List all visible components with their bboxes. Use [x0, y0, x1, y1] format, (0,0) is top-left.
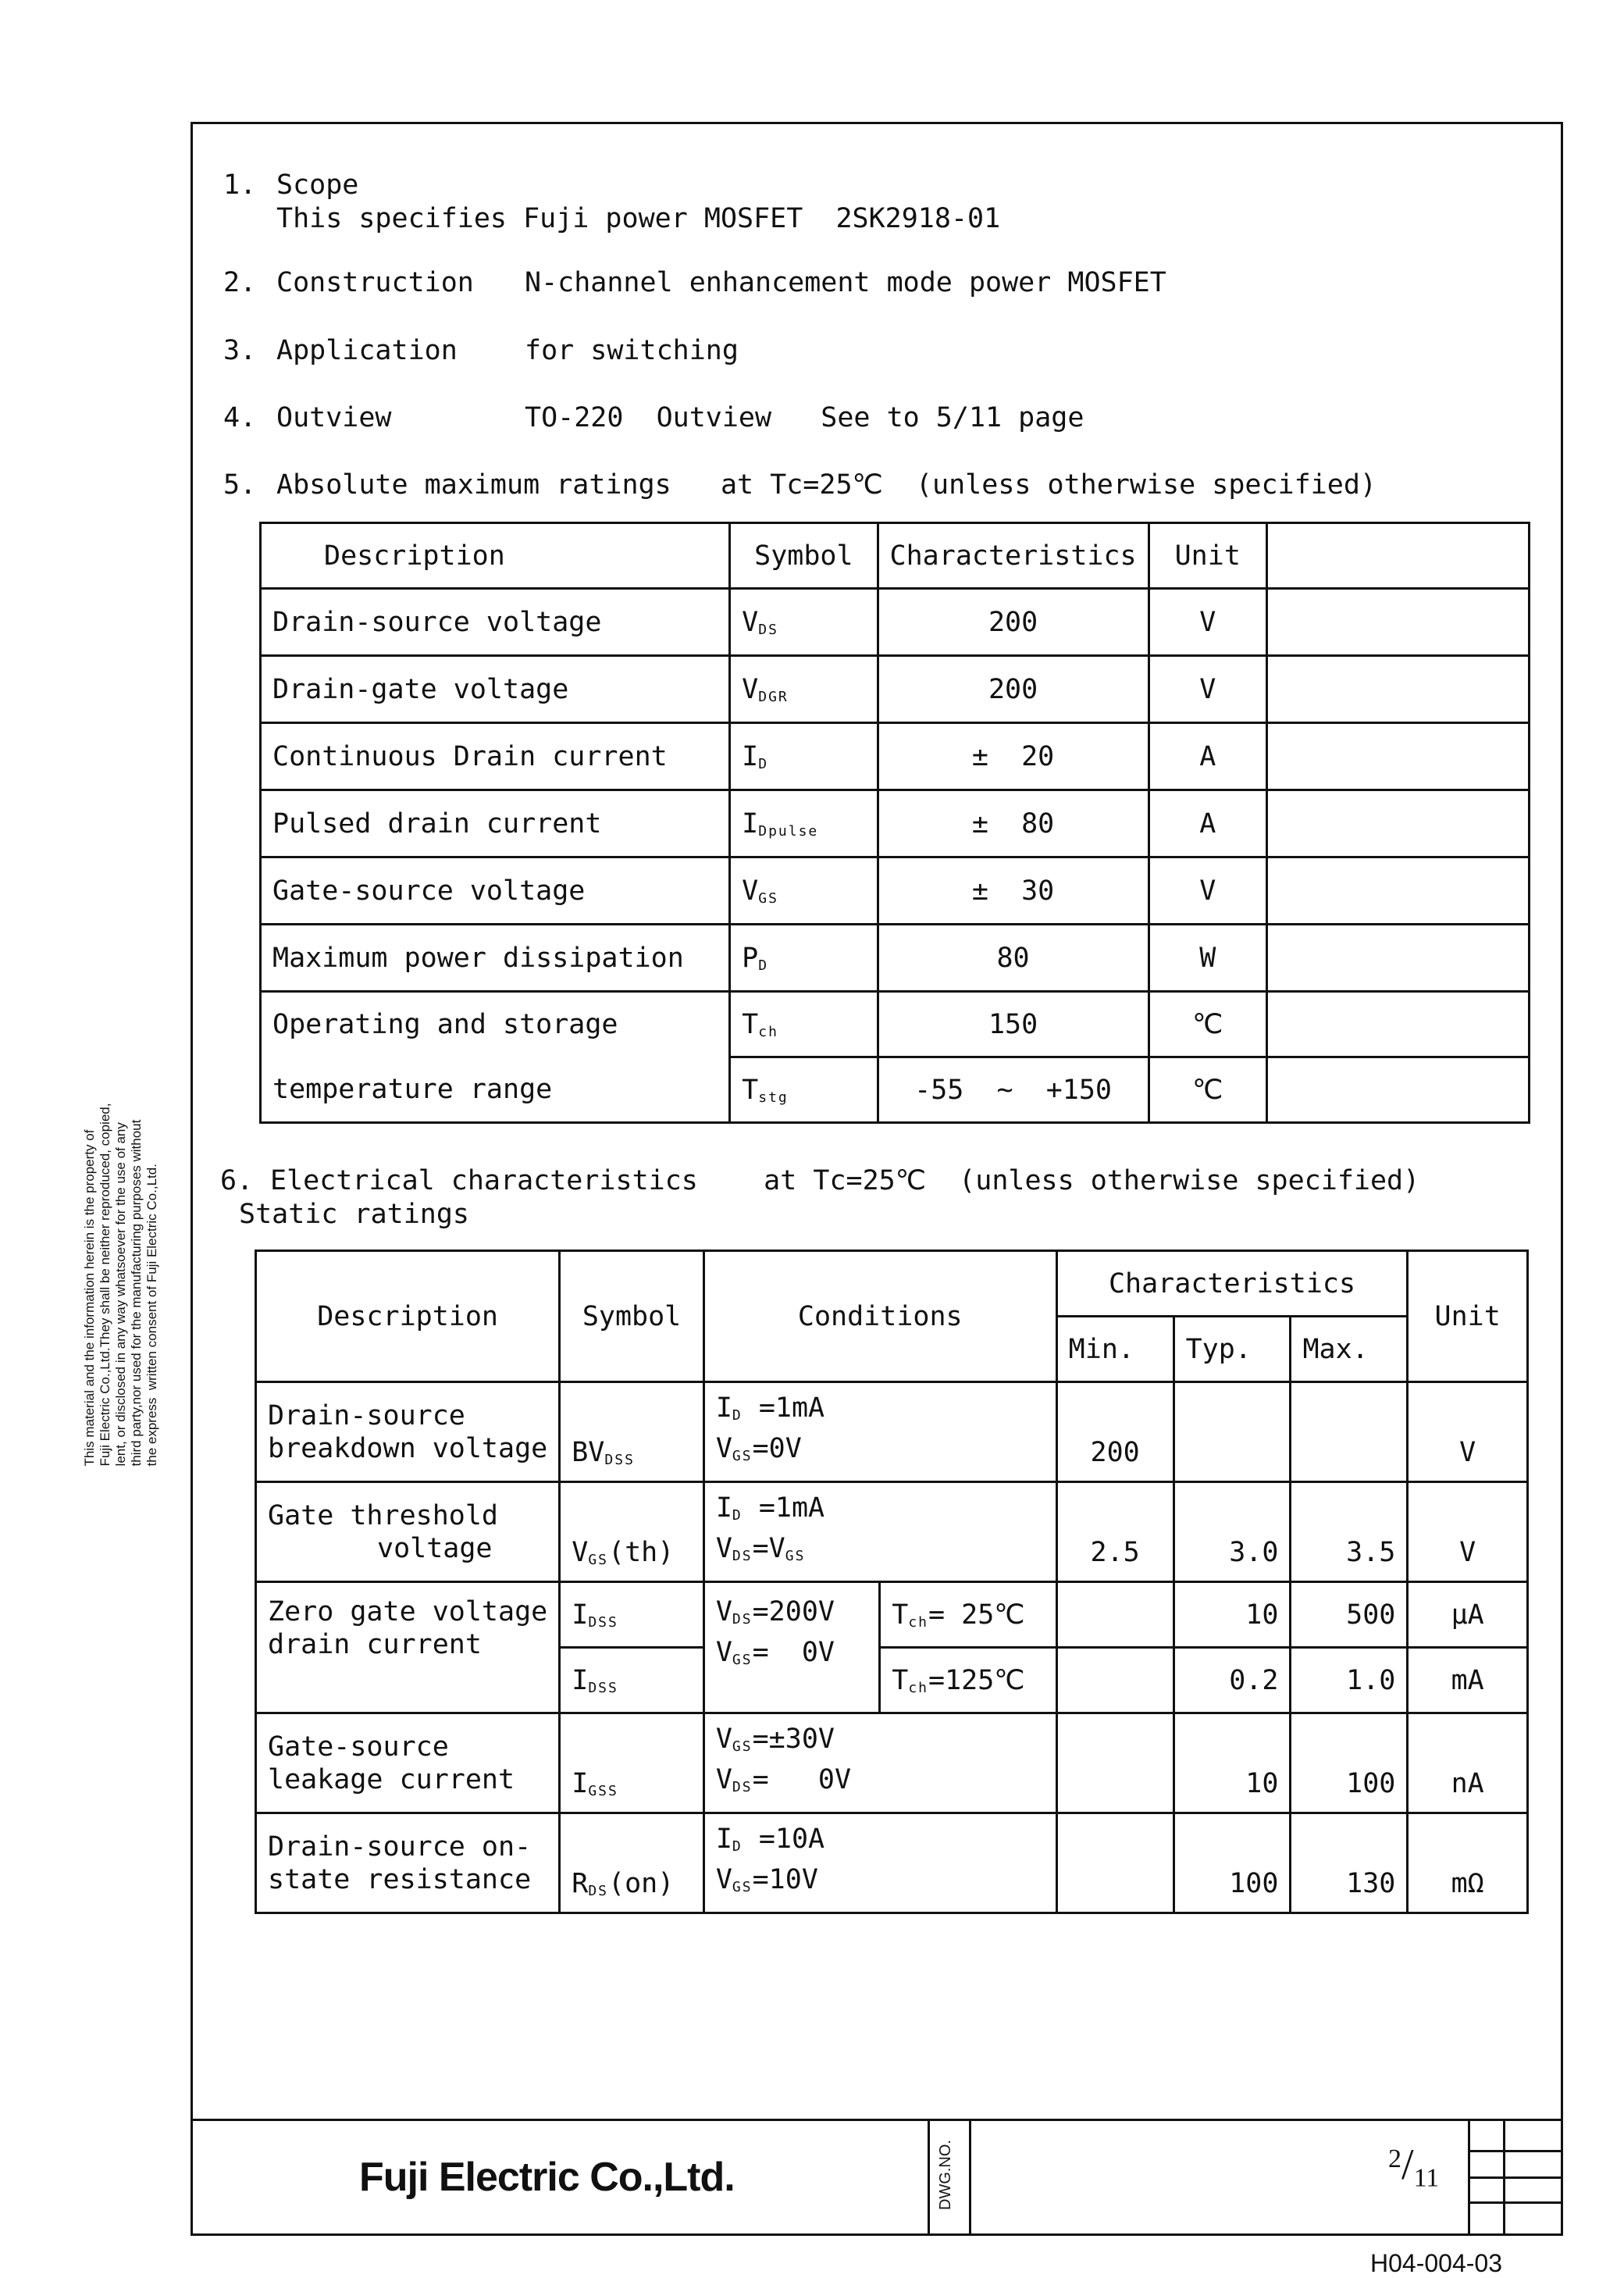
- symbol: V: [572, 1537, 589, 1568]
- cond-subscript: ch: [908, 1613, 928, 1631]
- symbol-cell: [730, 790, 878, 857]
- cond-subscript: D: [732, 1838, 743, 1855]
- unit-cell: mA: [1408, 1648, 1528, 1713]
- unit-cell: V: [1149, 857, 1266, 925]
- cond-subscript: DS: [732, 1778, 753, 1795]
- section-4-value: TO-220 Outview See to 5/11 page: [525, 402, 1084, 433]
- desc-line: state resistance: [268, 1863, 532, 1895]
- table-row: [261, 589, 1530, 656]
- section-6-title: Electrical characteristics at Tc=25℃ (unless otherwise specified): [270, 1165, 1420, 1196]
- symbol: I: [742, 807, 759, 840]
- symbol-suffix: (th): [608, 1537, 675, 1568]
- cond-subscript: ch: [908, 1679, 928, 1696]
- value-cell: ± 20: [878, 723, 1149, 790]
- table-row: [261, 992, 1530, 1057]
- symbol-subscript: DGR: [758, 688, 789, 705]
- desc-line: Drain-source on-: [268, 1831, 532, 1863]
- table-row: [261, 925, 1530, 992]
- typ-cell: [1173, 1382, 1291, 1482]
- unit-cell: μA: [1408, 1582, 1528, 1648]
- symbol: T: [742, 1074, 759, 1106]
- table-row: [261, 656, 1530, 723]
- desc-line: leakage current: [268, 1763, 515, 1795]
- conditions-cell: [703, 1482, 1056, 1582]
- cond: V: [715, 1637, 732, 1668]
- symbol-subscript: DS: [588, 1883, 608, 1899]
- table-row: [261, 857, 1530, 925]
- desc-cell: Gate-source voltage: [261, 857, 730, 925]
- unit-cell: mΩ: [1408, 1813, 1528, 1913]
- unit-cell: W: [1149, 925, 1266, 992]
- symbol-subscript: stg: [758, 1089, 789, 1106]
- section-1-number: 1.: [223, 169, 257, 201]
- min-cell: [1056, 1813, 1173, 1913]
- max-cell: [1291, 1382, 1408, 1482]
- desc-cell: [256, 1713, 560, 1813]
- cond: = 0V: [752, 1763, 852, 1795]
- cond-subscript: GS: [732, 1878, 753, 1895]
- symbol-subscript: DSS: [604, 1452, 635, 1468]
- min-cell: 200: [1056, 1382, 1173, 1482]
- cond: V: [715, 1723, 732, 1755]
- table-row: [261, 790, 1530, 857]
- unit-cell: ℃: [1149, 992, 1266, 1057]
- cond: V: [715, 1432, 732, 1464]
- cond: =125℃: [928, 1664, 1025, 1696]
- cond: T: [892, 1664, 909, 1696]
- col-header: Symbol: [560, 1251, 704, 1382]
- desc-cell: [256, 1582, 560, 1713]
- symbol-subscript: D: [758, 957, 769, 974]
- desc-cell: [256, 1482, 560, 1582]
- value-cell: ± 80: [878, 790, 1149, 857]
- unit-cell: A: [1149, 723, 1266, 790]
- grid-line: [1503, 2119, 1505, 2236]
- cond: =1mA: [742, 1492, 825, 1524]
- cond-subscript: DS: [732, 1547, 753, 1564]
- symbol-cell: [730, 857, 878, 925]
- table-row: [256, 1382, 1528, 1482]
- cond: =V: [752, 1532, 785, 1564]
- blank-cell: [1266, 1057, 1529, 1123]
- symbol: T: [742, 1008, 759, 1040]
- symbol-subscript: GS: [588, 1552, 608, 1568]
- desc-line: drain current: [268, 1629, 482, 1660]
- desc-cell: Drain-source voltage: [261, 589, 730, 656]
- col-header: Characteristics: [1056, 1251, 1408, 1317]
- desc-cell: Drain-gate voltage: [261, 656, 730, 723]
- symbol: I: [742, 740, 759, 772]
- typ-cell: 3.0: [1173, 1482, 1291, 1582]
- symbol: BV: [572, 1437, 605, 1468]
- unit-cell: V: [1149, 589, 1266, 656]
- value-cell: 200: [878, 656, 1149, 723]
- symbol-cell: [560, 1713, 704, 1813]
- cond: I: [715, 1392, 732, 1424]
- unit-cell: ℃: [1149, 1057, 1266, 1123]
- symbol: I: [572, 1664, 589, 1696]
- page-total: 11: [1413, 2163, 1440, 2193]
- symbol: I: [572, 1599, 589, 1631]
- symbol: R: [572, 1868, 589, 1899]
- section-5-title: Absolute maximum ratings at Tc=25℃ (unless otherwise specified): [276, 469, 1376, 501]
- table-header-row: [256, 1251, 1528, 1317]
- electrical-characteristics-table: [255, 1250, 1529, 1914]
- col-header: Unit: [1149, 523, 1266, 589]
- cond-subscript: GS: [732, 1738, 753, 1755]
- typ-cell: 10: [1173, 1713, 1291, 1813]
- grid-line: [1470, 2150, 1563, 2152]
- page-current: 2: [1388, 2144, 1401, 2173]
- desc-line: Gate threshold: [268, 1499, 499, 1531]
- value-cell: -55 ~ +150: [878, 1057, 1149, 1123]
- revision-grid: [1468, 2119, 1563, 2236]
- symbol: V: [742, 673, 759, 705]
- col-header: Typ.: [1173, 1317, 1291, 1382]
- symbol: V: [742, 606, 759, 638]
- symbol-cell: [560, 1582, 704, 1648]
- symbol-cell: [560, 1482, 704, 1582]
- section-6-number: 6.: [220, 1165, 254, 1196]
- cond: =±30V: [752, 1723, 835, 1755]
- cond: =1mA: [742, 1392, 825, 1424]
- cond: V: [715, 1532, 732, 1564]
- symbol-subscript: GS: [758, 889, 778, 907]
- symbol-cell: [730, 589, 878, 656]
- section-6-subtitle: Static ratings: [239, 1199, 470, 1230]
- typ-cell: 100: [1173, 1813, 1291, 1913]
- table-row: [256, 1813, 1528, 1913]
- section-5-number: 5.: [223, 469, 257, 501]
- cond-subscript: D: [732, 1406, 743, 1424]
- value-cell: 80: [878, 925, 1149, 992]
- cond: = 0V: [752, 1637, 835, 1668]
- value-cell: ± 30: [878, 857, 1149, 925]
- symbol-cell: [560, 1813, 704, 1913]
- blank-cell: [1266, 925, 1529, 992]
- blank-cell: [1266, 523, 1529, 589]
- absolute-ratings-table: [259, 522, 1530, 1124]
- blank-cell: [1266, 656, 1529, 723]
- page-number: [1388, 2140, 1439, 2193]
- symbol: P: [742, 942, 759, 974]
- unit-cell: V: [1408, 1382, 1528, 1482]
- cond: I: [715, 1823, 732, 1855]
- col-header: Conditions: [703, 1251, 1056, 1382]
- blank-cell: [1266, 857, 1529, 925]
- cond: V: [715, 1863, 732, 1895]
- symbol-cell: [730, 1057, 878, 1123]
- section-4-number: 4.: [223, 402, 257, 433]
- document-number: H04-004-03: [1370, 2249, 1502, 2277]
- section-3-title: Application: [276, 335, 458, 366]
- cond-subscript: D: [732, 1506, 743, 1524]
- desc-line: Gate-source: [268, 1731, 449, 1763]
- section-3-number: 3.: [223, 335, 257, 366]
- conditions-cell: [703, 1813, 1056, 1913]
- table-header-row: [261, 523, 1530, 589]
- symbol-subscript: DSS: [588, 1679, 618, 1696]
- page-slash: /: [1401, 2141, 1414, 2189]
- typ-cell: 10: [1173, 1582, 1291, 1648]
- cond: =10A: [742, 1823, 825, 1855]
- col-header: Description: [261, 523, 730, 589]
- desc-cell: Operating and storage: [261, 992, 730, 1057]
- desc-cell: Maximum power dissipation: [261, 925, 730, 992]
- symbol-subscript: GSS: [588, 1783, 618, 1799]
- cond: V: [715, 1763, 732, 1795]
- section-3-value: for switching: [525, 335, 739, 366]
- symbol-cell: [730, 992, 878, 1057]
- desc-cell: temperature range: [261, 1057, 730, 1123]
- desc-line: breakdown voltage: [268, 1432, 548, 1464]
- desc-cell: Continuous Drain current: [261, 723, 730, 790]
- symbol-subscript: DSS: [588, 1613, 618, 1631]
- col-header: Min.: [1056, 1317, 1173, 1382]
- col-header: Max.: [1291, 1317, 1408, 1382]
- cond: =10V: [752, 1863, 818, 1895]
- col-header: Symbol: [730, 523, 878, 589]
- desc-line: Zero gate voltage: [268, 1596, 548, 1627]
- drawing-number-label: DWG.NO.: [937, 2140, 954, 2210]
- unit-cell: V: [1149, 656, 1266, 723]
- table-row: [256, 1713, 1528, 1813]
- symbol-suffix: (on): [608, 1868, 675, 1899]
- desc-line: Drain-source: [268, 1399, 465, 1431]
- section-2-number: 2.: [223, 267, 257, 298]
- blank-cell: [1266, 589, 1529, 656]
- min-cell: [1056, 1582, 1173, 1648]
- table-row: [256, 1582, 1528, 1648]
- unit-cell: V: [1408, 1482, 1528, 1582]
- cond: = 25℃: [928, 1599, 1025, 1631]
- col-header: Unit: [1408, 1251, 1528, 1382]
- symbol-cell: [730, 723, 878, 790]
- desc-cell: [256, 1813, 560, 1913]
- table-row: [261, 1057, 1530, 1123]
- max-cell: 3.5: [1291, 1482, 1408, 1582]
- symbol-cell: [560, 1648, 704, 1713]
- typ-cell: 0.2: [1173, 1648, 1291, 1713]
- max-cell: 130: [1291, 1813, 1408, 1913]
- desc-cell: Pulsed drain current: [261, 790, 730, 857]
- blank-cell: [1266, 790, 1529, 857]
- cond-subscript: DS: [732, 1611, 753, 1627]
- cond: V: [715, 1596, 732, 1627]
- copyright-note: This material and the information herein is the property of Fuji Electric Co.,Ltd.They shall be neither reproduced, copied, lent, or disclosed in any way whatsoever for the use of any third party,nor used for the manufacturing purposes without the express written consent of Fuji Electric Co.,Ltd.: [82, 1103, 159, 1467]
- conditions-cell: [703, 1382, 1056, 1482]
- section-2-value: N-channel enhancement mode power MOSFET: [525, 267, 1166, 298]
- section-1-text: This specifies Fuji power MOSFET 2SK2918-01: [276, 203, 1001, 234]
- temp-cell: [880, 1582, 1056, 1648]
- max-cell: 1.0: [1291, 1648, 1408, 1713]
- value-cell: 200: [878, 589, 1149, 656]
- section-2-title: Construction: [276, 267, 474, 298]
- temp-cell: [880, 1648, 1056, 1713]
- section-1-title: Scope: [276, 169, 359, 201]
- grid-line: [1470, 2176, 1563, 2179]
- conditions-cell: [703, 1582, 879, 1713]
- col-header: Characteristics: [878, 523, 1149, 589]
- cond-subscript: GS: [732, 1652, 753, 1668]
- cond: =0V: [752, 1432, 802, 1464]
- value-cell: 150: [878, 992, 1149, 1057]
- symbol-subscript: D: [758, 755, 769, 772]
- desc-cell: [256, 1382, 560, 1482]
- symbol-subscript: ch: [758, 1023, 778, 1040]
- conditions-cell: [703, 1713, 1056, 1813]
- cond-subscript: GS: [785, 1547, 806, 1564]
- symbol: I: [572, 1768, 589, 1799]
- desc-line: voltage: [377, 1532, 493, 1564]
- symbol-subscript: Dpulse: [758, 822, 819, 840]
- blank-cell: [1266, 723, 1529, 790]
- max-cell: 100: [1291, 1713, 1408, 1813]
- cond: =200V: [752, 1596, 835, 1627]
- symbol-subscript: DS: [758, 621, 778, 638]
- cond: I: [715, 1492, 732, 1524]
- blank-cell: [1266, 992, 1529, 1057]
- section-4-title: Outview: [276, 402, 392, 433]
- symbol-cell: [730, 656, 878, 723]
- symbol: V: [742, 875, 759, 907]
- col-header: Description: [256, 1251, 560, 1382]
- table-row: [261, 723, 1530, 790]
- table-row: [256, 1482, 1528, 1582]
- company-name: Fuji Electric Co.,Ltd.: [359, 2155, 735, 2200]
- cond-subscript: GS: [732, 1447, 753, 1464]
- unit-cell: nA: [1408, 1713, 1528, 1813]
- symbol-cell: [730, 925, 878, 992]
- min-cell: [1056, 1713, 1173, 1813]
- min-cell: 2.5: [1056, 1482, 1173, 1582]
- grid-line: [1470, 2201, 1563, 2204]
- min-cell: [1056, 1648, 1173, 1713]
- cond: T: [892, 1599, 909, 1631]
- max-cell: 500: [1291, 1582, 1408, 1648]
- unit-cell: A: [1149, 790, 1266, 857]
- symbol-cell: [560, 1382, 704, 1482]
